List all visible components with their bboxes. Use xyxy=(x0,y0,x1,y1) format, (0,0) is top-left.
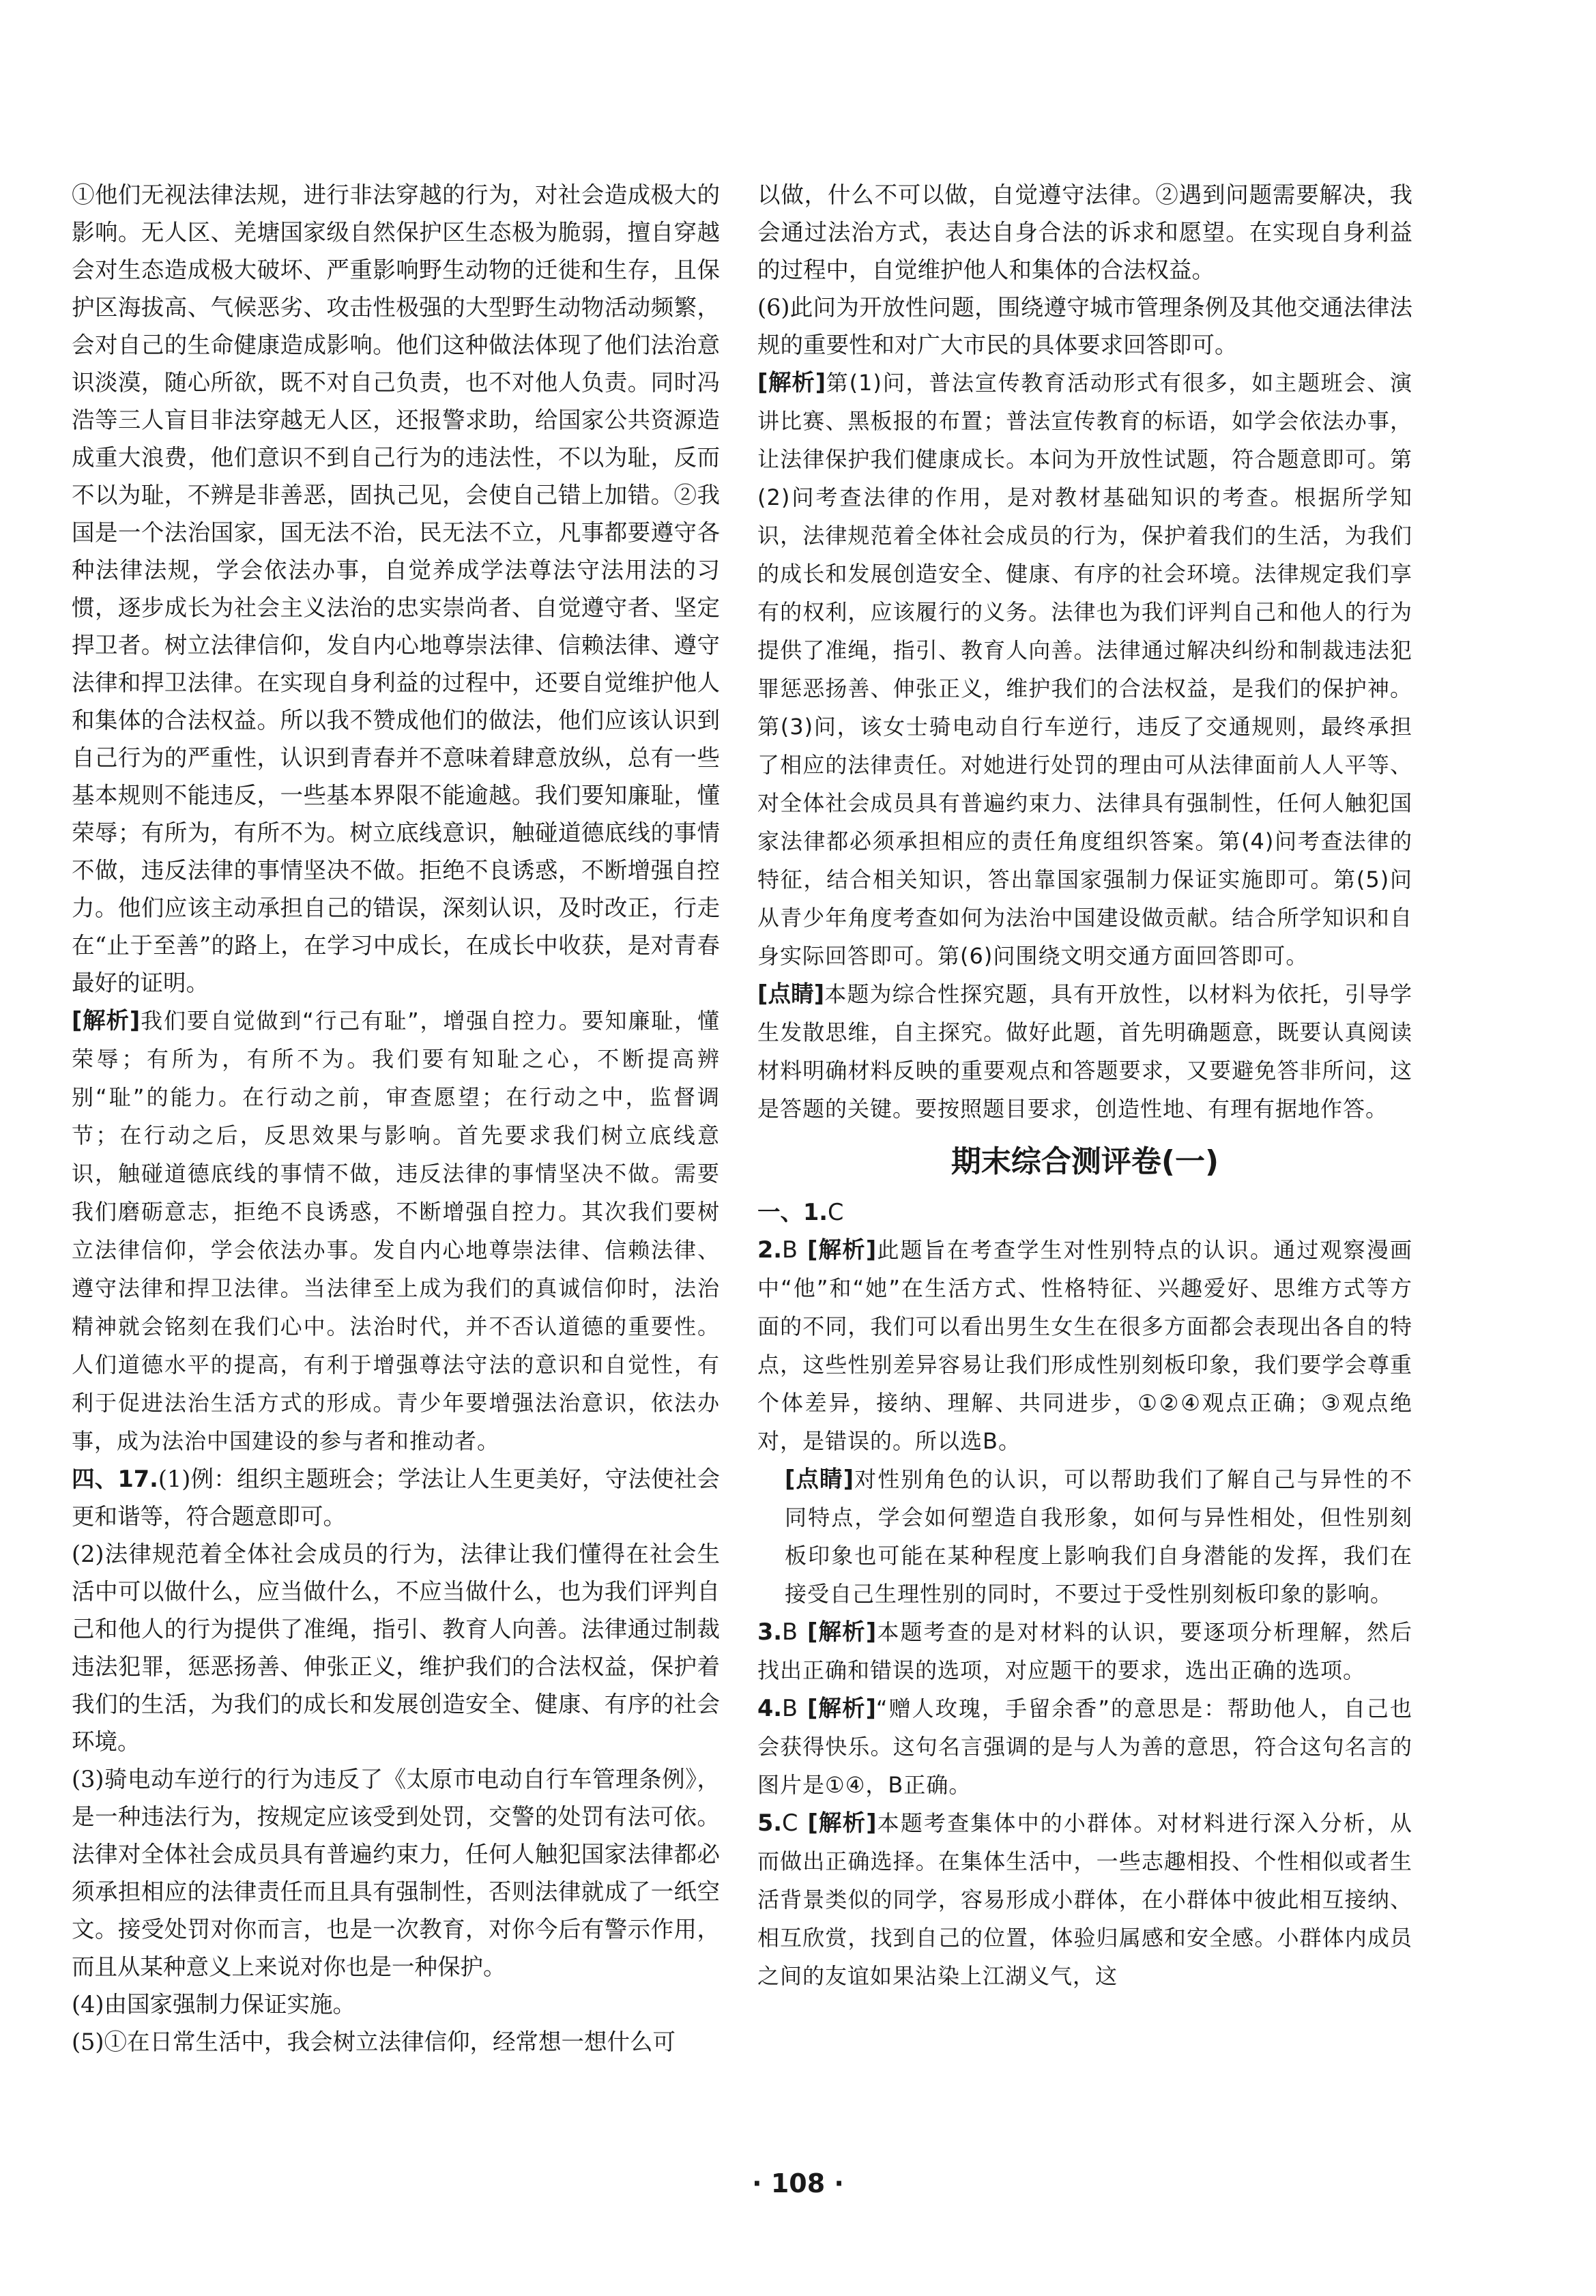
analysis-text: 本题考查集体中的小群体。对材料进行深入分析，从而做出正确选择。在集体生活中，一些志趣相投、个性相似或者生活背景类似的同学，容易形成小群体，在小群体中彼此相互接纳、相互欣赏，找到自己的位置，体验归属感和安全感。小群体内成员之间的友谊如果沾染上江湖义气，这 xyxy=(757,1810,1412,1989)
q17-part-3: (3)骑电动车逆行的行为违反了《太原市电动自行车管理条例》，是一种违法行为，按规定应该受到处罚，交警的处罚有法可依。法律对全体社会成员具有普遍约束力，任何人触犯国家法律都必须承担相应的法律责任而且具有强制性，否则法律就成了一纸空文。接受处罚对你而言，也是一次教育，对你今后有警示作用，而且从某种意义上来说对你也是一种保护。 xyxy=(72,1766,720,1980)
q17-part-5-continued: 以做，什么不可以做，自觉遵守法律。②遇到问题需要解决，我会通过法治方式，表达自身合法的诉求和愿望。在实现自身利益的过程中，自觉维护他人和集体的合法权益。 xyxy=(757,181,1412,283)
question-number: 5. xyxy=(757,1810,783,1836)
analysis-text: 我们要自觉做到“行己有耻”，增强自控力。要知廉耻，懂荣辱；有所为，有所不为。我们要有知耻之心，不断提高辨别“耻”的能力。在行动之前，审查愿望；在行动之中，监督调节；在行动之后，反思效果与影响。首先要求我们树立底线意识，触碰道德底线的事情不做，违反法律的事情坚决不做。需要我们磨砺意志，拒绝不良诱惑，不断增强自控力。其次我们要树立法律信仰，学会依法办事。发自内心地尊崇法律、信赖法律、遵守法律和捍卫法律。当法律至上成为我们的真诚信仰时，法治精神就会铭刻在我们心中。法治时代，并不否认道德的重要性。人们道德水平的提高，有利于增强尊法守法的意识和自觉性，有利于促进法治生活方式的形成。青少年要增强法治意识，依法办事，成为法治中国建设的参与者和推动者。 xyxy=(72,1008,720,1454)
question-1 xyxy=(757,1193,1412,1231)
analysis-label: [ 解析 ] xyxy=(757,369,826,396)
question-number: 四、17. xyxy=(72,1466,158,1492)
question-4 xyxy=(757,1689,1412,1804)
question-number: 一、1. xyxy=(757,1199,828,1225)
left-column xyxy=(72,176,720,2061)
analysis-text: 第(1)问，普法宣传教育活动形式有很多，如主题班会、演讲比赛、黑板报的布置；普法宣传教育的标语，如学会依法办事，让法律保护我们健康成长。本问为开放性试题，符合题意即可。第(2)问考查法律的作用，是对教材基础知识的考查。根据所学知识，法律规范着全体社会成员的行为，保护着我们的生活，为我们的成长和发展创造安全、健康、有序的社会环境。法律规定我们享有的权利，应该履行的义务。法律也为我们评判自己和他人的行为提供了准绳，指引、教育人向善。法律通过解决纠纷和制裁违法犯罪惩恶扬善、伸张正义，维护我们的合法权益，是我们的保护神。第(3)问，该女士骑电动自行车逆行，违反了交通规则，最终承担了相应的法律责任。对她进行处罚的理由可从法律面前人人平等、对全体社会成员具有普遍约束力、法律具有强制性，任何人触犯国家法律都必须承担相应的责任角度组织答案。第(4)问考查法律的特征，结合相关知识，答出靠国家强制力保证实施即可。第(5)问从青少年角度考查如何为法治中国建设做贡献。结合所学知识和自身实际回答即可。第(6)问围绕文明交通方面回答即可。 xyxy=(757,370,1413,969)
answer-paragraph: ①他们无视法律法规，进行非法穿越的行为，对社会造成极大的影响。无人区、羌塘国家级自然保护区生态极为脆弱，擅自穿越会对生态造成极大破坏、严重影响野生动物的迁徙和生存，且保护区海拔高、气候恶劣、攻击性极强的大型野生动物活动频繁，会对自己的生命健康造成影响。他们这种做法体现了他们法治意识淡漠，随心所欲，既不对自己负责，也不对他人负责。同时冯浩等三人盲目非法穿越无人区，还报警求助，给国家公共资源造成重大浪费，他们意识不到自己行为的违法性，不以为耻，反而不以为耻，不辨是非善恶，固执己见，会使自己错上加错。②我国是一个法治国家，国无法不治，民无法不立，凡事都要遵守各种法律法规，学会依法办事，自觉养成学法尊法守法用法的习惯，逐步成长为社会主义法治的忠实崇尚者、自觉遵守者、坚定捍卫者。树立法律信仰，发自内心地尊崇法律、信赖法律、遵守法律和捍卫法律。在实现自身利益的过程中，还要自觉维护他人和集体的合法权益。所以我不赞成他们的做法，他们应该认识到自己行为的严重性，认识到青春并不意味着肆意放纵，总有一些基本规则不能违反，一些基本界限不能逾越。我们要知廉耻，懂荣辱；有所为，有所不为。树立底线意识，触碰道德底线的事情不做，违反法律的事情坚决不做。拒绝不良诱惑，不断增强自控力。他们应该主动承担自己的错误，深刻认识，及时改正，行走在“止于至善”的路上，在学习中成长，在成长中收获，是对青春最好的证明。 xyxy=(72,181,720,996)
analysis-text: 本题考查的是对材料的认识，要逐项分析理解，然后找出正确和错误的选项，对应题干的要求，选出正确的选项。 xyxy=(757,1619,1412,1683)
q17-part-6: (6)此问为开放性问题，围绕遵守城市管理条例及其他交通法律法规的重要性和对广大市民的具体要求回答即可。 xyxy=(757,294,1412,358)
page-number: · 108 · xyxy=(752,2168,844,2198)
key-point-label: [ 点睛 ] xyxy=(757,980,824,1007)
question-2 xyxy=(757,1231,1412,1460)
analysis-text: 此题旨在考查学生对性别特点的认识。通过观察漫画中“他”和“她”在生活方式、性格特征、兴趣爱好、思维方式等方面的不同，我们可以看出男生女生在很多方面都会表现出各自的特点，这些性别差异容易让我们形成性别刻板印象，我们要学会尊重个体差异，接纳、理解、共同进步，①②④观点正确；③观点绝对，是错误的。所以选B。 xyxy=(757,1237,1412,1454)
analysis-text: “赠人玫瑰，手留余香”的意思是：帮助他人，自己也会获得快乐。这句名言强调的是与人为善的意思，符合这句名言的图片是①④，B正确。 xyxy=(757,1696,1413,1798)
key-point-text: 本题为综合性探究题，具有开放性，以材料为依托，引导学生发散思维，自主探究。做好此题，首先明确题意，既要认真阅读材料明确材料反映的重要观点和答题要求，又要避免答非所问，这是答题的关键。要按照题目要求，创造性地、有理有据地作答。 xyxy=(757,981,1412,1122)
section-title: 期末综合测评卷(一) xyxy=(951,1144,1219,1179)
answer-letter: B xyxy=(782,1618,798,1645)
key-point-block xyxy=(757,1460,1412,1613)
q17-part-1: (1)例：组织主题班会；学法让人生更美好，守法使社会更和谐等，符合题意即可。 xyxy=(72,1466,720,1530)
question-number: 4. xyxy=(757,1695,783,1721)
analysis-label: [ 解析 ] xyxy=(807,1810,876,1836)
analysis-block xyxy=(757,364,1412,975)
key-point-text: 对性别角色的认识，可以帮助我们了解自己与异性的不同特点，学会如何塑造自我形象，如何与异性相处，但性别刻板印象也可能在某种程度上影响我们自身潜能的发挥，我们在接受自己生理性别的同时，不要过于受性别刻板印象的影响。 xyxy=(785,1466,1412,1607)
analysis-label: [ 解析 ] xyxy=(72,1007,140,1034)
right-column xyxy=(757,176,1412,1995)
q17-part-4: (4)由国家强制力保证实施。 xyxy=(72,1991,356,2018)
answer-letter: B xyxy=(782,1236,798,1263)
q17-part-2: (2)法律规范着全体社会成员的行为，法律让我们懂得在社会生活中可以做什么，应当做什么，不应当做什么，也为我们评判自己和他人的行为提供了准绳，指引、教育人向善。法律通过制裁违法犯罪，惩恶扬善、伸张正义，维护我们的合法权益，保护着我们的生活，为我们的成长和发展创造安全、健康、有序的社会环境。 xyxy=(72,1541,720,1755)
answer-letter: C xyxy=(828,1199,844,1225)
question-5 xyxy=(757,1804,1412,1995)
answer-letter: C xyxy=(782,1810,798,1836)
q17-part-5: (5)①在日常生活中，我会树立法律信仰，经常想一想什么可 xyxy=(72,2029,676,2055)
analysis-label: [ 解析 ] xyxy=(807,1618,876,1645)
key-point-block xyxy=(757,975,1412,1128)
analysis-label: [ 解析 ] xyxy=(807,1695,876,1721)
analysis-block xyxy=(72,1002,720,1460)
answer-letter: B xyxy=(782,1695,798,1721)
question-number: 2. xyxy=(757,1236,783,1263)
key-point-label: [ 点睛 ] xyxy=(785,1466,854,1492)
analysis-label: [ 解析 ] xyxy=(807,1236,876,1263)
question-3 xyxy=(757,1613,1412,1689)
question-17 xyxy=(72,1460,720,1535)
question-number: 3. xyxy=(757,1618,783,1645)
